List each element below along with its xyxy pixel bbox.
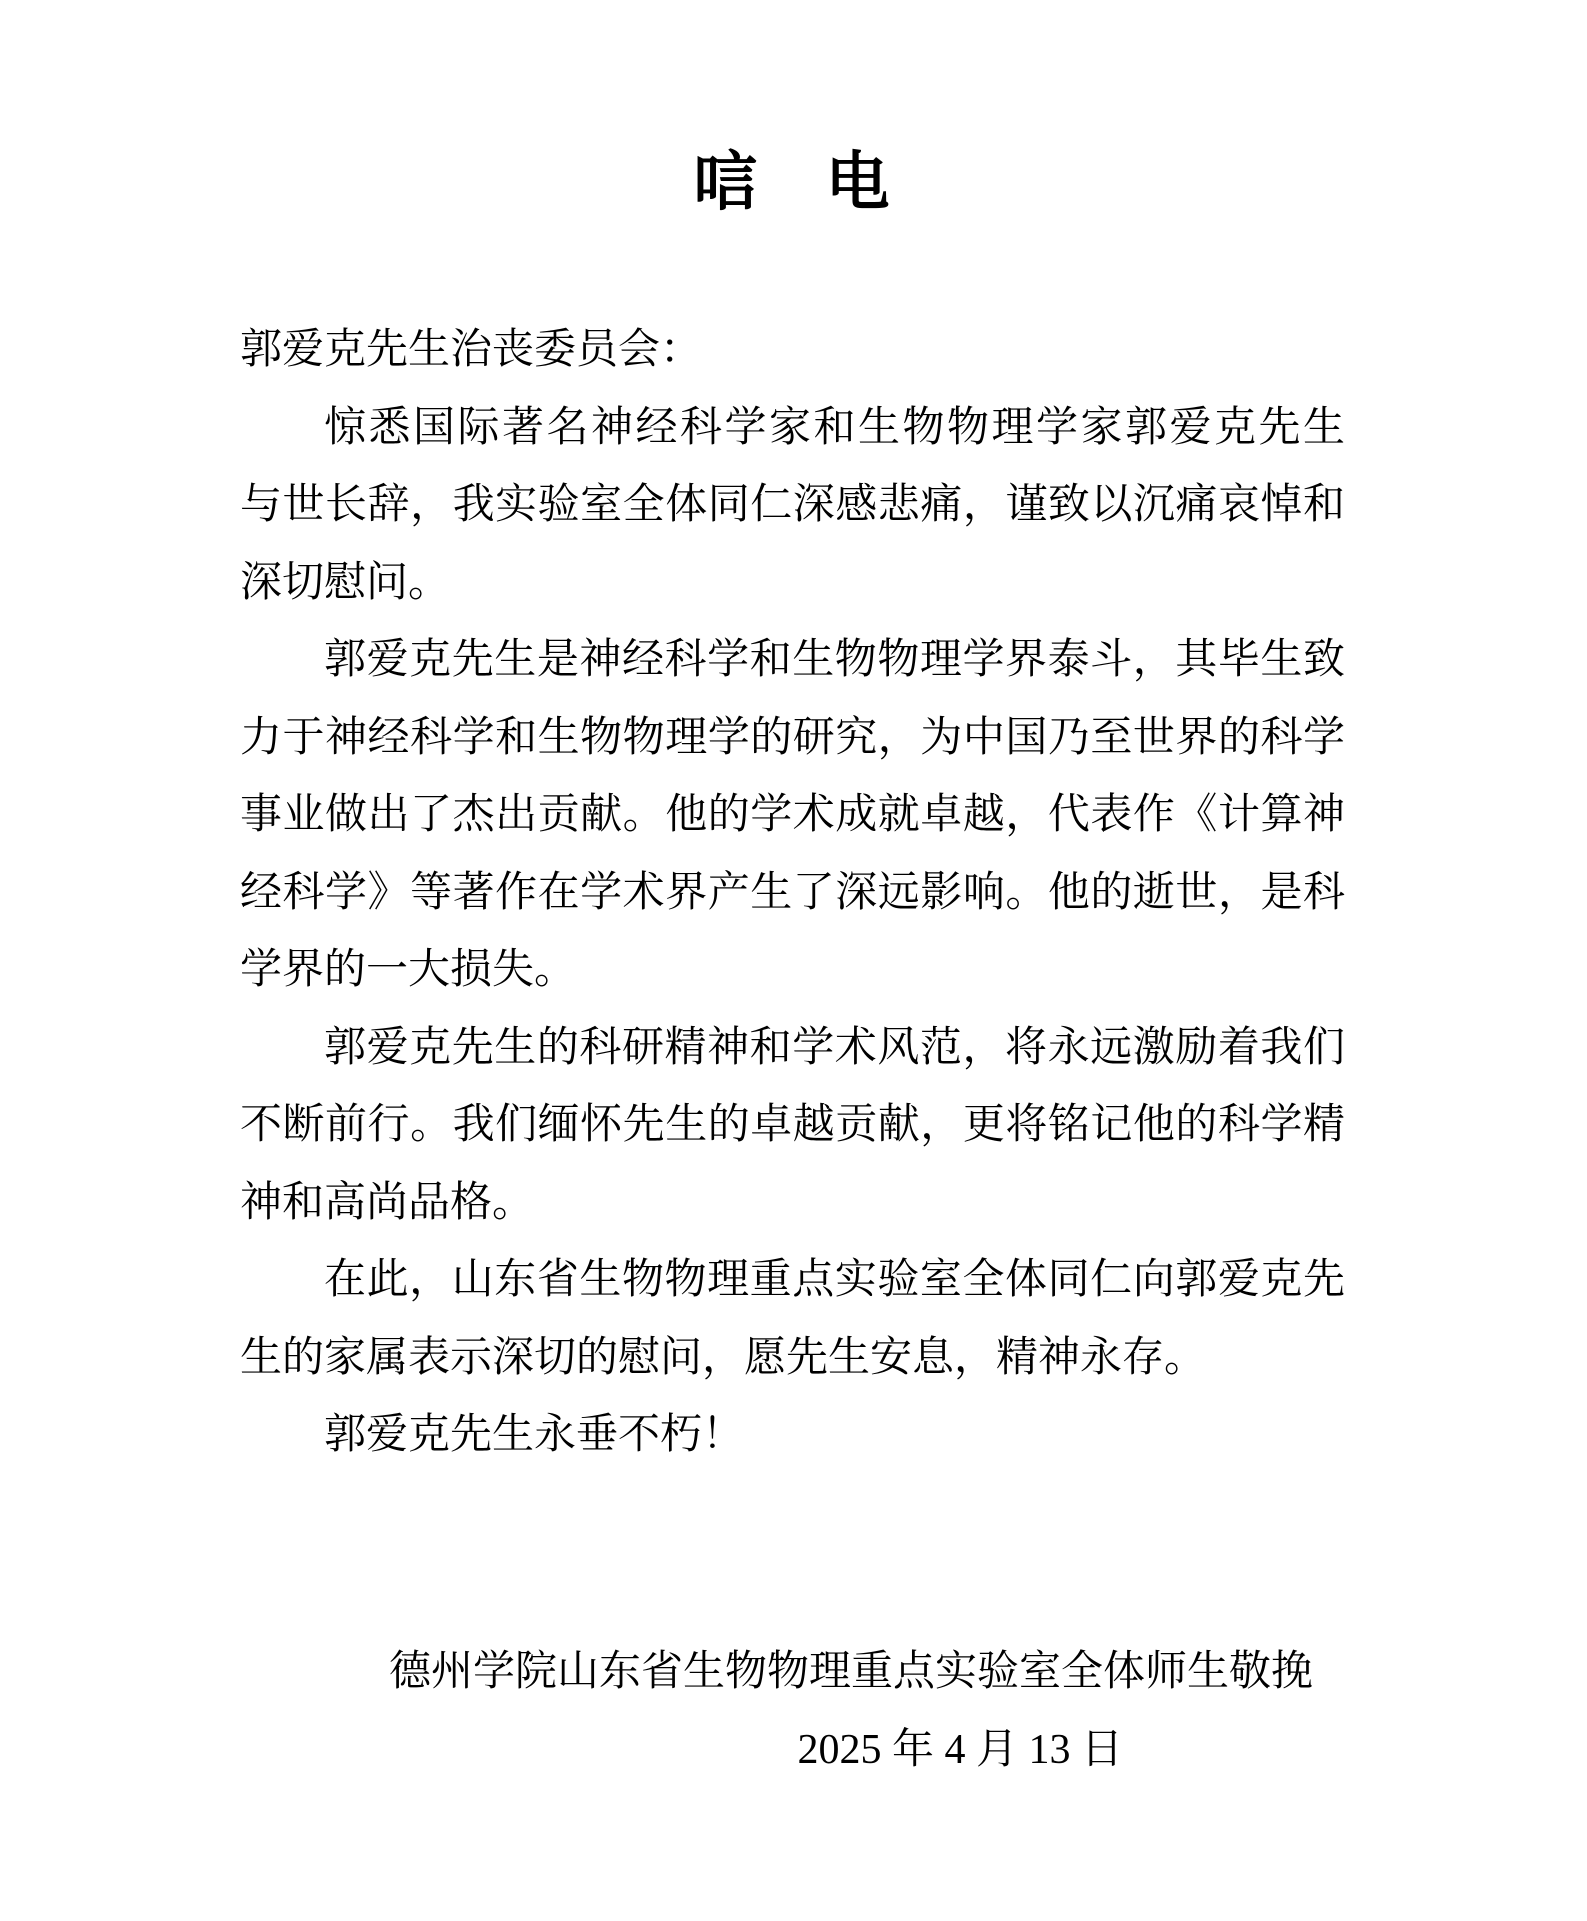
- body-line: 深切慰问。: [240, 559, 451, 606]
- body-line: 事业做出了杰出贡献。他的学术成就卓越，代表作《计算神: [240, 792, 1345, 838]
- signature-line: 德州学院山东省生物物理重点实验室全体师生敬挽: [388, 1649, 1313, 1695]
- body-line: 不断前行。我们缅怀先生的卓越贡献，更将铭记他的科学精: [240, 1102, 1345, 1148]
- body-line: 经科学》等著作在学术界产生了深远影响。他的逝世，是科: [240, 869, 1345, 916]
- body-line: 郭爱克先生永垂不朽！: [324, 1412, 745, 1458]
- body-line: 与世长辞，我实验室全体同仁深感悲痛，谨致以沉痛哀悼和: [240, 482, 1345, 528]
- page-title: 唁 电: [693, 146, 892, 218]
- body-line: 郭爱克先生的科研精神和学术风范，将永远激励着我们: [324, 1024, 1345, 1071]
- body-line: 神和高尚品格。: [240, 1179, 535, 1226]
- salutation-line: 郭爱克先生治丧委员会：: [240, 327, 703, 373]
- body-line: 学界的一大损失。: [240, 947, 577, 993]
- body-line: 生的家属表示深切的慰问，愿先生安息，精神永存。: [240, 1334, 1207, 1381]
- date-line: 2025 年 4 月 13 日: [797, 1726, 1123, 1773]
- body-line: 在此，山东省生物物理重点实验室全体同仁向郭爱克先: [324, 1257, 1345, 1303]
- body-line: 惊悉国际著名神经科学家和生物物理学家郭爱克先生: [324, 404, 1345, 451]
- body-line: 郭爱克先生是神经科学和生物物理学界泰斗，其毕生致: [324, 637, 1345, 683]
- signature-block: [240, 1634, 1345, 1789]
- body-line: 力于神经科学和生物物理学的研究，为中国乃至世界的科学: [240, 714, 1345, 761]
- document-body: [240, 312, 1345, 1475]
